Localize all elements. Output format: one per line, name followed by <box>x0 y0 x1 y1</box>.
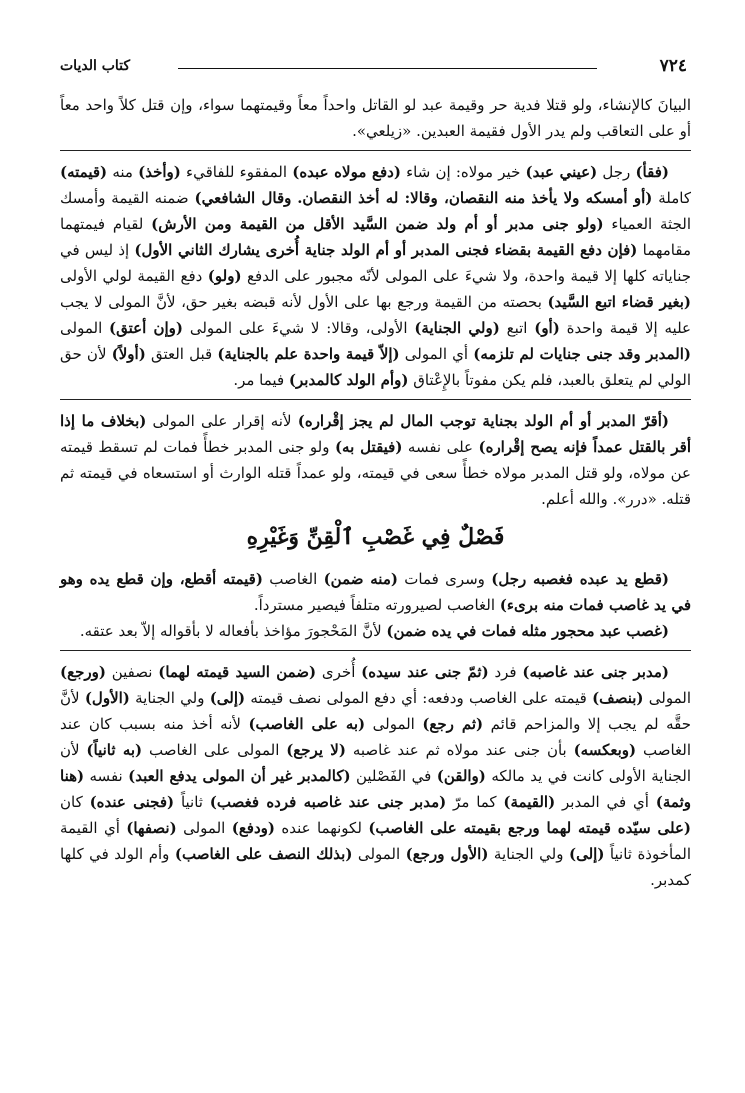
sharh-text: لأنَّ حقَّه لم يجب إلا والمزاحم قائم <box>60 689 691 733</box>
matn-text: (أقرّ المدبر أو أم الولد بجناية توجب المال لم يجز إقْراره) <box>297 412 669 430</box>
separator-rule <box>60 150 691 151</box>
sharh-text: المفقوء للفاقيء <box>180 163 293 181</box>
matn-text: (ودفع) <box>231 819 275 837</box>
matn-text: (والقن) <box>436 767 486 785</box>
matn-text: (ضمن السيد قيمته لهما) <box>158 663 317 681</box>
matn-text: (الأول ورجع) <box>405 845 489 863</box>
sharh-text: لكونهما عنده <box>275 819 369 837</box>
matn-text: (مدبر جنى عند غاصبه فرده فغصب) <box>209 793 447 811</box>
paragraph-mudabbar-usurper <box>60 659 691 893</box>
sharh-text: منه <box>107 163 139 181</box>
sharh-text: المولى <box>176 819 232 837</box>
sharh-text: كاملة <box>652 189 691 207</box>
matn-text: (ثمّ جنى عند سيده) <box>361 663 489 681</box>
sharh-text: دفع القيمة لولي الأولى <box>60 267 208 285</box>
matn-text: (دفع مولاه عبده) <box>292 163 401 181</box>
matn-text: (الأول) <box>84 689 130 707</box>
matn-text: (فإن دفع القيمة بقضاء فجنى المدبر أو أم الولد جناية أُخرى يشارك الثاني الأول) <box>134 241 638 259</box>
sharh-text: على نفسه <box>402 438 479 456</box>
matn-text: (وبعكسه) <box>573 741 637 759</box>
sharh-text: الأولى، وقالا: لا شيءَ على المولى <box>183 319 415 337</box>
matn-text: (إلى) <box>569 845 605 863</box>
sharh-text: كما مرّ <box>446 793 504 811</box>
matn-text: (بنصف) <box>592 689 644 707</box>
matn-text: (فجنى عنده) <box>89 793 175 811</box>
sharh-text: المولى <box>352 845 406 863</box>
matn-text: (أولاً) <box>111 345 146 363</box>
sharh-text: لأنه إقرار على المولى <box>146 412 298 430</box>
page-header <box>60 58 687 78</box>
matn-text: (بذلك النصف على الغاصب) <box>174 845 353 863</box>
sharh-text: قبل العتق <box>145 345 218 363</box>
sharh-text: لأنه أخذ منه بسبب كان عند الغاصب <box>60 715 691 759</box>
matn-text: (أو أمسكه ولا يأخذ منه النقصان، وقالا: له أخذ النقصان. <box>297 189 653 207</box>
paragraph-severed-hand <box>60 566 691 618</box>
separator-rule <box>60 650 691 651</box>
matn-text: (قيمته أقطع، وإن قطع يده وهو في يد غاصب فمات منه برىء) <box>60 570 691 614</box>
matn-text: (وأخذ) <box>138 163 181 181</box>
matn-text: (لا يرجع) <box>286 741 346 759</box>
matn-text: (ولي الجناية) <box>414 319 500 337</box>
page-body <box>60 92 691 893</box>
sharh-text: لقيام فيمتهما مقامهما <box>60 215 692 259</box>
separator-rule <box>60 399 691 400</box>
sharh-text: أي في المدبر <box>555 793 656 811</box>
page-number: ٧٢٤ <box>659 56 687 76</box>
running-title: كتاب الديات <box>60 58 131 74</box>
matn-text: (كالمدبر غير أن المولى يدفع العبد) <box>128 767 351 785</box>
paragraph-interdicted-slave <box>60 618 691 644</box>
matn-text: (به ثانياً) <box>86 741 143 759</box>
matn-text: (منه ضمن) <box>323 570 398 588</box>
sharh-text: كان <box>60 793 90 811</box>
sharh-text: ولي الجناية <box>129 689 210 707</box>
sharh-text: قيمته على الغاصب ودفعه: أي دفع المولى نصف قيمته <box>245 689 593 707</box>
sharh-text: ضمنه القيمة وأمسك الجثة العمياء <box>60 189 691 233</box>
sharh-text: المولى <box>60 319 110 337</box>
matn-text: (به على الغاصب) <box>248 715 366 733</box>
paragraph-blinded-slave <box>60 159 691 393</box>
sharh-text: ولي الجناية <box>488 845 569 863</box>
sharh-text: أي المولى <box>399 345 474 363</box>
sharh-text: لأن حق الولي لم يتعلق بالعبد، فلم يكن مفوتاً بالإِعْتاق <box>60 345 691 389</box>
matn-text: (بخلاف ما إذا أقر بالقتل عمداً فإنه يصح إقْراره) <box>60 412 691 456</box>
sharh-text: أي القيمة المأخوذة ثانياً <box>60 819 691 863</box>
matn-text: (نصفها) <box>126 819 177 837</box>
header-rule <box>178 68 597 69</box>
sharh-text: بأن جنى عند مولاه ثم عند غاصبه <box>345 741 574 759</box>
matn-text: (وإن أعتق) <box>109 319 184 337</box>
matn-text: (هنا وثمة) <box>60 767 692 811</box>
matn-text: (إلاّ قيمة واحدة علم بالجناية) <box>217 345 400 363</box>
section-title: فَصْلٌ فِي غَصْبِ ٱلْقِنِّ وَغَيْرِهِ <box>246 524 505 550</box>
sharh-text: أُخرى <box>316 663 362 681</box>
sharh-text: فرد <box>488 663 523 681</box>
paragraph-confession <box>60 408 691 512</box>
matn-text: (فيقتل به) <box>334 438 403 456</box>
sharh-text: الغاصب <box>262 570 324 588</box>
matn-text: (أو) <box>534 319 560 337</box>
sharh-text: نصفين <box>105 663 159 681</box>
sharh-text: المولى <box>365 715 423 733</box>
matn-text: وقال الشافعي) <box>194 189 292 207</box>
sharh-text: وسرى فمات <box>397 570 492 588</box>
matn-text: (غصب عبد محجور مثله فمات في يده ضمن) <box>386 622 669 640</box>
sharh-text: نفسه <box>84 767 129 785</box>
sharh-text: بحصته من القيمة ورجع بها على الأول لأنه قبضه بغير حق، لأنَّ المولى لا يجب عليه إلا قيمة واحدة <box>60 293 691 337</box>
paragraph-continuation <box>60 92 691 144</box>
matn-text: (ولو) <box>207 267 242 285</box>
sharh-text: فيما مر. <box>233 371 289 389</box>
sharh-text: وأم الولد في كلها كمدبر. <box>60 845 691 889</box>
matn-text: (عيني عبد) <box>525 163 598 181</box>
matn-text: (ورجع) <box>60 663 106 681</box>
sharh-text: الغاصب لصيرورته متلفاً فيصير مسترداً. <box>253 596 500 614</box>
matn-text: (قيمته) <box>60 163 108 181</box>
sharh-text: المولى على الغاصب <box>142 741 287 759</box>
matn-text: (ولو جنى مدبر أو أم ولد ضمن السَّيد الأقل من القيمة ومن الأرش) <box>151 215 604 233</box>
text-run: البيانَ كالإنشاء، ولو قتلا فدية حر وقيمة عبد لو القاتل واحداً معاً وقيمتهما سواء، وإن قتل كلاً واحد معاً أو على التعاقب ولم يدر الأول فقيمة العبدين. «زيلعي». <box>60 96 691 140</box>
sharh-text: لأن الجناية الأولى كانت في يد مالكه <box>60 741 691 785</box>
sharh-text: في الفَصْلين <box>350 767 437 785</box>
sharh-text: إذ ليس في جناياته كلها إلا قيمة واحدة، ولا شيءَ على المولى لأنّه مجبور على الدفع <box>60 241 692 285</box>
matn-text: (فقأ) <box>635 163 669 181</box>
matn-text: (ثم رجع) <box>422 715 484 733</box>
matn-text: (مدبر جنى عند غاصبه) <box>522 663 669 681</box>
sharh-text: اتبع <box>499 319 535 337</box>
matn-text: (القيمة) <box>503 793 556 811</box>
matn-text: (المدبر وقد جنى جنايات لم تلزمه) <box>473 345 692 363</box>
sharh-text: المولى <box>643 689 691 707</box>
matn-text: (على سيّده قيمته لهما ورجع بقيمته على الغاصب) <box>368 819 691 837</box>
matn-text: (إلى) <box>209 689 246 707</box>
matn-text: (وأم الولد كالمدبر) <box>288 371 409 389</box>
matn-text: (قطع يد عبده فغصبه رجل) <box>491 570 670 588</box>
sharh-text: خير مولاه: إن شاء <box>400 163 526 181</box>
matn-text: (بغير قضاء اتبع السَّيد) <box>547 293 691 311</box>
sharh-text: ولو جنى المدبر خطأً فمات لم تسقط قيمته عن مولاه، ولو قتل المدبر مولاه خطأً سعى في قيمته، ولو عمداً قتله الوارث أو استسعاه في قيمته ثم قتله. «درر». والله أعلم. <box>60 438 691 508</box>
sharh-text: رجل <box>597 163 636 181</box>
sharh-text: لأنَّ المَحْجورَ مؤاخذ بأفعاله لا بأقواله إلاّ بعد عتقه. <box>79 622 387 640</box>
sharh-text: ثانياً <box>174 793 210 811</box>
